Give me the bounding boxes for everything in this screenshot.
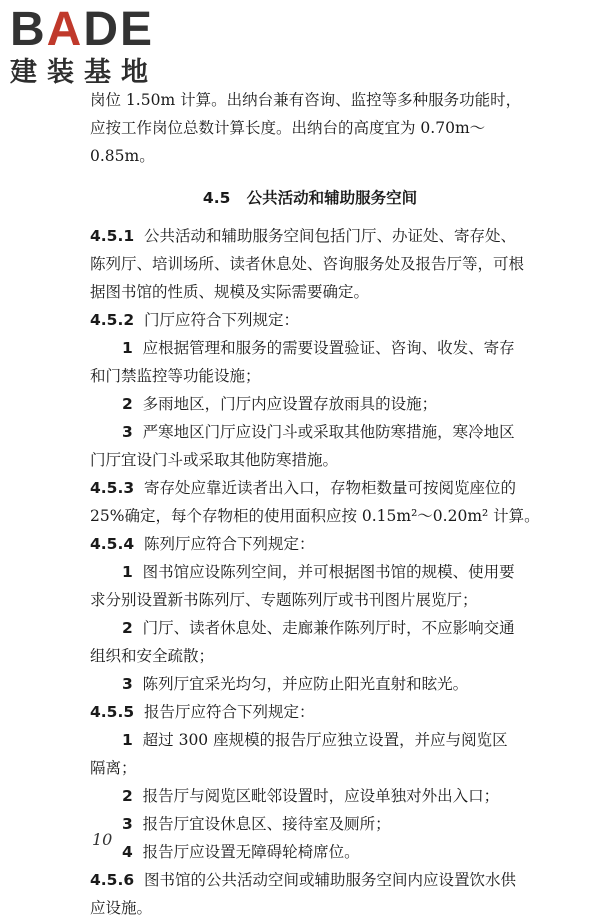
logo-wordmark: BADE (10, 3, 155, 56)
document-body (90, 86, 540, 922)
clause-4-5-6: 4.5.6 图书馆的公共活动空间或辅助服务空间内应设置饮水供 应设施。 (90, 871, 517, 917)
clause-4-5-3: 4.5.3 寄存处应靠近读者出入口，存物柜数量可按阅览座位的 25%确定，每个存物柜的使用面积应按 0.15m²～0.20m² 计算。 (90, 479, 540, 525)
clause-4-5-4: 4.5.4 陈列厅应符合下列规定： 1 图书馆应设陈列空间，并可根据图书馆的规模、使用要 求分别设置新书陈列厅、专题陈列厅或书刊图片展览厅； 2 门厅、读者休息处、走廊兼作陈列厅时，不应影响交通 组织和安全疏散； 3 陈列厅宜采光均匀，并应防止阳光直射和眩光。 (90, 535, 515, 693)
paragraph-continued: 岗位 1.50m 计算。出纳台兼有咨询、监控等多种服务功能时， 应按工作岗位总数计算长度。出纳台的高度宜为 0.70m～ 0.85m。 (90, 91, 522, 165)
clause-4-5-2: 4.5.2 门厅应符合下列规定： 1 应根据管理和服务的需要设置验证、咨询、收发、寄存 和门禁监控等功能设施； 2 多雨地区，门厅内应设置存放雨具的设施； 3 严寒地区门厅应设门斗或采取其他防寒措施，寒冷地区 门厅宜设门斗或采取其他防寒措施。 (90, 311, 515, 469)
section-title: 4.5 公共活动和辅助服务空间 (202, 189, 418, 207)
bade-logo (10, 3, 180, 88)
page-number: 10 (92, 830, 113, 849)
logo-subtitle: 建装基地 (10, 57, 158, 88)
clause-4-5-5: 4.5.5 报告厅应符合下列规定： 1 超过 300 座规模的报告厅应独立设置，并应与阅览区 隔离； 2 报告厅与阅览区毗邻设置时，应设单独对外出入口； 3 报告厅宜设休息区、接待室及厕所； 4 报告厅应设置无障碍轮椅席位。 (90, 703, 508, 861)
clause-4-5-1: 4.5.1 公共活动和辅助服务空间包括门厅、办证处、寄存处、 陈列厅、培训场所、读者休息处、咨询服务处及报告厅等，可根 据图书馆的性质、规模及实际需要确定。 (90, 227, 525, 301)
